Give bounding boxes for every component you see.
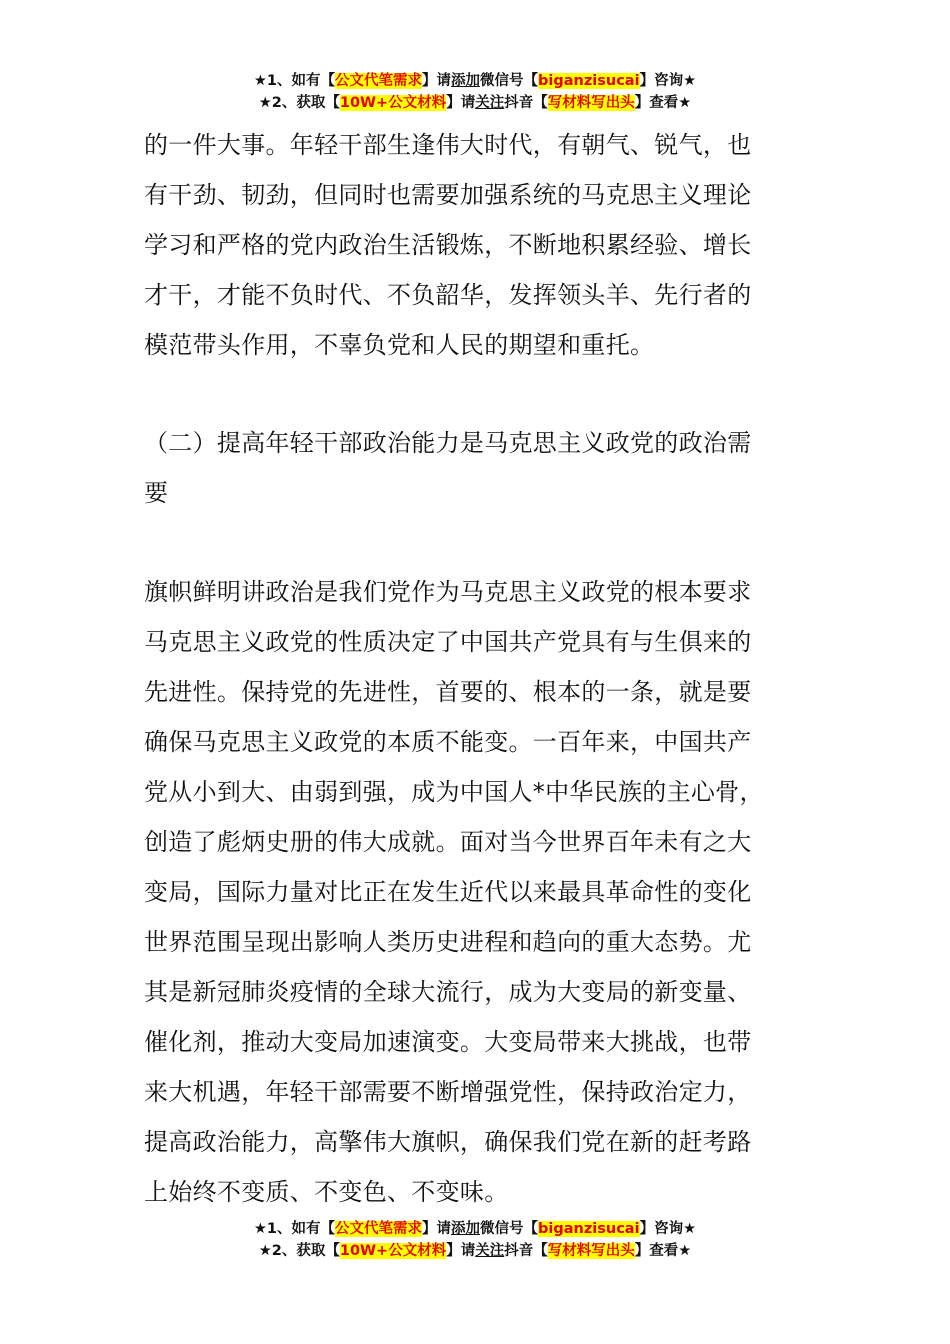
section-heading bbox=[144, 418, 808, 518]
banner-line-1: ★1、如有【公文代笔需求】请添加微信号【biganzisucai】咨询★ bbox=[253, 73, 697, 89]
paragraph-line: 学习和严格的党内政治生活锻炼，不断地积累经验、增长 bbox=[144, 231, 752, 259]
douyin-account[interactable]: 写材料写出头 bbox=[547, 95, 635, 111]
wechat-id[interactable]: biganzisucai bbox=[538, 73, 640, 89]
paragraph-line: 的一件大事。年轻干部生逢伟大时代，有朝气、锐气，也 bbox=[144, 131, 752, 159]
materials-highlight: 10W+公文材料 bbox=[339, 95, 447, 111]
heading-line: （二）提高年轻干部政治能力是马克思主义政党的政治需 bbox=[144, 429, 752, 457]
top-banner bbox=[0, 70, 950, 114]
banner-line-2: ★2、获取【10W+公文材料】请关注抖音【写材料写出头】查看★ bbox=[258, 1243, 692, 1259]
paragraph-line: 提高政治能力，高擎伟大旗帜，确保我们党在新的赶考路 bbox=[144, 1128, 752, 1156]
paragraph-line: 旗帜鲜明讲政治是我们党作为马克思主义政党的根本要求 bbox=[144, 578, 752, 606]
banner-line-2: ★2、获取【10W+公文材料】请关注抖音【写材料写出头】查看★ bbox=[258, 95, 692, 111]
paragraph-line: 其是新冠肺炎疫情的全球大流行，成为大变局的新变量、 bbox=[144, 978, 752, 1006]
douyin-account[interactable]: 写材料写出头 bbox=[547, 1243, 635, 1259]
ghostwriting-highlight: 公文代笔需求 bbox=[335, 73, 423, 89]
banner-line-1: ★1、如有【公文代笔需求】请添加微信号【biganzisucai】咨询★ bbox=[253, 1221, 697, 1237]
paragraph-line: 马克思主义政党的性质决定了中国共产党具有与生俱来的 bbox=[144, 628, 752, 656]
ghostwriting-highlight: 公文代笔需求 bbox=[335, 1221, 423, 1237]
wechat-id[interactable]: biganzisucai bbox=[538, 1221, 640, 1237]
paragraph-line: 来大机遇，年轻干部需要不断增强党性，保持政治定力， bbox=[144, 1078, 752, 1106]
paragraph-line: 才干，才能不负时代、不负韶华，发挥领头羊、先行者的 bbox=[144, 281, 752, 309]
paragraph-1 bbox=[144, 120, 808, 370]
paragraph-line: 党从小到大、由弱到强，成为中国人*中华民族的主心骨， bbox=[144, 778, 764, 806]
paragraph-line: 变局，国际力量对比正在发生近代以来最具革命性的变化 bbox=[144, 878, 752, 906]
paragraph-line: 世界范围呈现出影响人类历史进程和趋向的重大态势。尤 bbox=[144, 928, 752, 956]
paragraph-line: 催化剂，推动大变局加速演变。大变局带来大挑战，也带 bbox=[144, 1028, 752, 1056]
materials-highlight: 10W+公文材料 bbox=[339, 1243, 447, 1259]
paragraph-2 bbox=[144, 567, 808, 1217]
paragraph-line: 先进性。保持党的先进性，首要的、根本的一条，就是要 bbox=[144, 678, 752, 706]
heading-line: 要 bbox=[144, 479, 169, 507]
bottom-banner bbox=[0, 1218, 950, 1262]
paragraph-line: 确保马克思主义政党的本质不能变。一百年来，中国共产 bbox=[144, 728, 752, 756]
paragraph-line: 有干劲、韧劲，但同时也需要加强系统的马克思主义理论 bbox=[144, 181, 752, 209]
paragraph-line: 模范带头作用，不辜负党和人民的期望和重托。 bbox=[144, 331, 655, 359]
paragraph-line: 上始终不变质、不变色、不变味。 bbox=[144, 1178, 509, 1206]
paragraph-line: 创造了彪炳史册的伟大成就。面对当今世界百年未有之大 bbox=[144, 828, 752, 856]
